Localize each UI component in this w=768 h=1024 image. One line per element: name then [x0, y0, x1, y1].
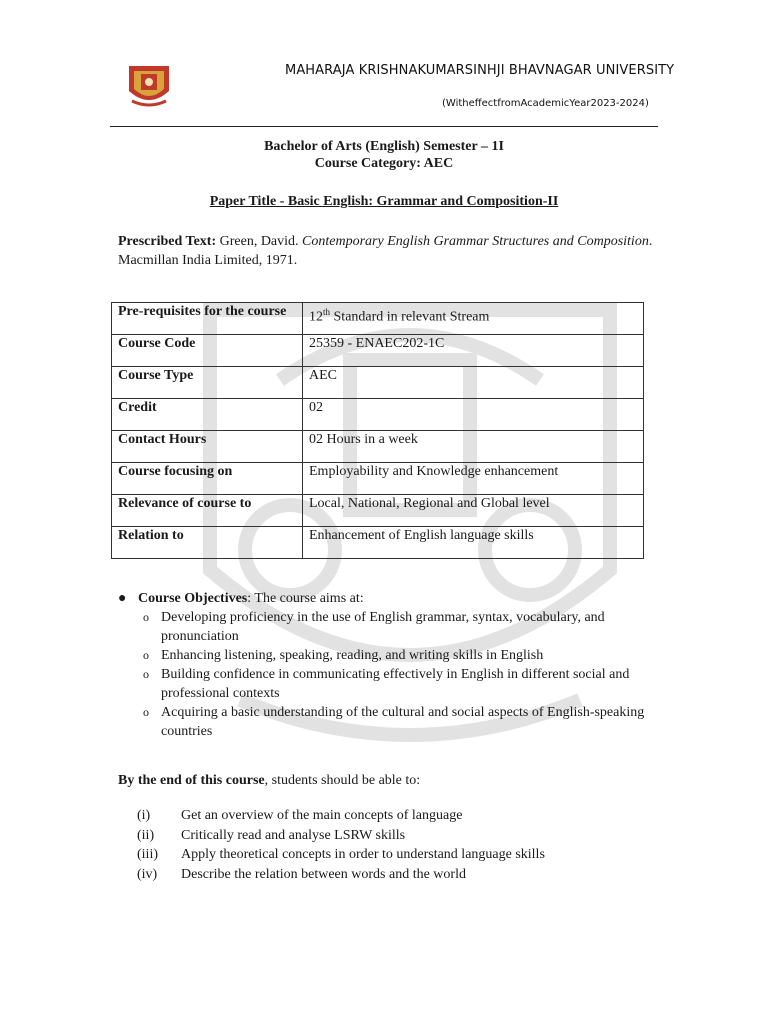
list-item	[137, 826, 637, 846]
outcome-text: Get an overview of the main concepts of language	[181, 808, 463, 823]
table-key: Course Code	[112, 335, 303, 367]
objective-text: Building confidence in communicating effectively in English in different social and professional contexts	[161, 667, 630, 701]
document-header	[0, 0, 768, 130]
prescribed-label: Prescribed Text:	[118, 234, 217, 249]
value-number: 12	[309, 309, 323, 325]
outcome-number: (iv)	[137, 866, 158, 882]
paper-title	[0, 194, 768, 210]
university-logo-icon	[126, 63, 172, 109]
table-value: Enhancement of English language skills	[303, 527, 644, 559]
table-value: 02	[303, 399, 644, 431]
table-row	[112, 399, 644, 431]
table-value: Employability and Knowledge enhancement	[303, 463, 644, 495]
objective-text: Developing proficiency in the use of English grammar, syntax, vocabulary, and pronunciation	[161, 610, 605, 644]
table-value: 02 Hours in a week	[303, 431, 644, 463]
list-item	[143, 703, 663, 741]
table-row	[112, 463, 644, 495]
outcome-number: (iii)	[137, 847, 158, 862]
outcome-number: (i)	[137, 808, 151, 823]
objectives-list	[143, 608, 663, 741]
table-row	[112, 527, 644, 559]
list-item	[143, 608, 663, 646]
prescribed-text	[118, 232, 678, 270]
sub-bullet-icon: o	[143, 667, 149, 681]
objective-text: Acquiring a basic understanding of the cultural and social aspects of English-speaking countries	[161, 705, 645, 739]
table-value	[303, 303, 644, 335]
table-key: Pre-requisites for the course	[112, 303, 303, 335]
course-details-table	[111, 302, 644, 559]
objectives-heading-bold: Course Objectives	[138, 591, 248, 606]
university-name: MAHARAJA KRISHNAKUMARSINHJI BHAVNAGAR UNIVERSITY	[285, 63, 675, 78]
table-key: Course focusing on	[112, 463, 303, 495]
outcomes-lead-rest: , students should be able to:	[264, 773, 421, 788]
outcome-text: Apply theoretical concepts in order to understand language skills	[181, 847, 545, 862]
paper-title-text: Paper Title - Basic English: Grammar and Composition-II	[209, 194, 559, 209]
outcome-number: (ii)	[137, 827, 155, 843]
value-rest: Standard in relevant Stream	[330, 309, 490, 325]
prescribed-book: Contemporary English Grammar Structures and Composition	[302, 234, 649, 249]
effect-note: (WitheffectfromAcademicYear2023-2024)	[442, 98, 649, 109]
objectives-heading	[138, 589, 364, 608]
list-item	[137, 845, 637, 865]
value-superscript: th	[323, 307, 331, 317]
table-row	[112, 431, 644, 463]
sub-bullet-icon: o	[143, 705, 149, 719]
table-value: AEC	[303, 367, 644, 399]
outcome-text: Critically read and analyse LSRW skills	[181, 827, 406, 843]
table-key: Contact Hours	[112, 431, 303, 463]
table-key: Credit	[112, 399, 303, 431]
table-row	[112, 303, 644, 335]
outcomes-lead-bold: By the end of this course	[118, 773, 265, 788]
outcomes-list	[137, 806, 637, 884]
table-row	[112, 495, 644, 527]
bullet-icon: ●	[118, 591, 127, 606]
table-value: 25359 - ENAEC202-1C	[303, 335, 644, 367]
sub-bullet-icon: o	[143, 610, 149, 624]
list-item	[143, 646, 663, 665]
objective-text: Enhancing listening, speaking, reading, and writing skills in English	[161, 648, 544, 663]
list-item	[137, 806, 637, 826]
objectives-heading-rest: : The course aims at:	[247, 591, 364, 606]
outcome-text: Describe the relation between words and the world	[181, 866, 466, 882]
outcomes-lead	[118, 773, 420, 789]
table-row	[112, 335, 644, 367]
list-item	[143, 665, 663, 703]
table-value: Local, National, Regional and Global level	[303, 495, 644, 527]
table-key: Relation to	[112, 527, 303, 559]
table-key: Course Type	[112, 367, 303, 399]
course-category: Course Category: AEC	[314, 156, 454, 171]
header-divider	[110, 126, 658, 127]
sub-bullet-icon: o	[143, 648, 149, 662]
programme-title: Bachelor of Arts (English) Semester – 1I	[264, 139, 504, 154]
table-key: Relevance of course to	[112, 495, 303, 527]
list-item	[137, 865, 637, 885]
prescribed-publisher: . Macmillan India Limited, 1971.	[118, 234, 653, 268]
table-row	[112, 367, 644, 399]
prescribed-author: Green, David.	[219, 234, 299, 249]
